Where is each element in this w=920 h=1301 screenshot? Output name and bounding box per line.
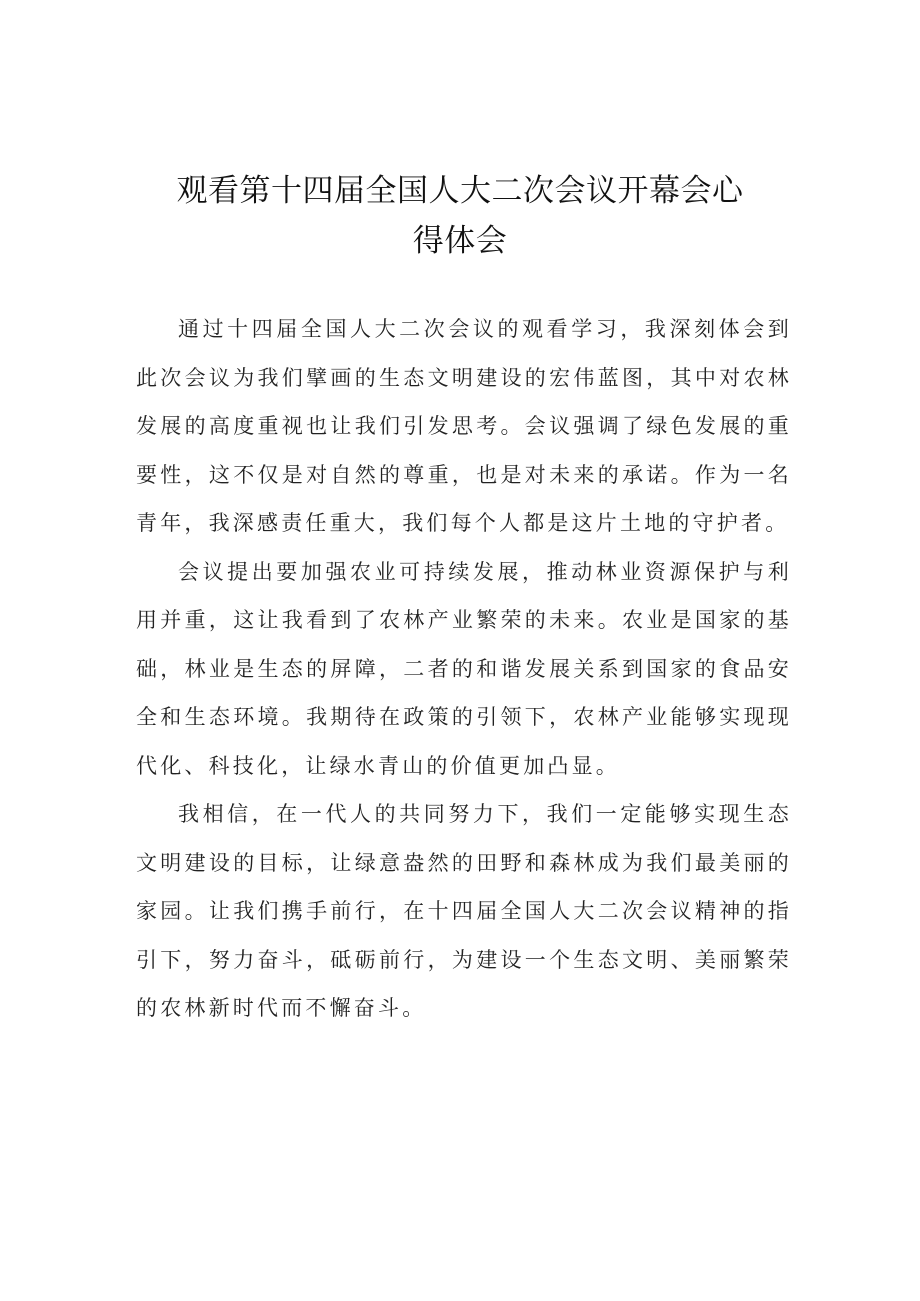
- title-line-1: 观看第十四届全国人大二次会议开幕会心: [176, 173, 744, 209]
- document-body: [136, 305, 792, 1033]
- paragraph-1: 通过十四届全国人大二次会议的观看学习，我深刻体会到此次会议为我们擘画的生态文明建设的宏伟蓝图，其中对农林发展的高度重视也让我们引发思考。会议强调了绿色发展的重要性，这不仅是对自然的尊重，也是对未来的承诺。作为一名青年，我深感责任重大，我们每个人都是这片土地的守护者。: [136, 317, 792, 535]
- document-title: [140, 166, 780, 266]
- paragraph-3: 我相信，在一代人的共同努力下，我们一定能够实现生态文明建设的目标，让绿意盎然的田野和森林成为我们最美丽的家园。让我们携手前行，在十四届全国人大二次会议精神的指引下，努力奋斗，砥砺前行，为建设一个生态文明、美丽繁荣的农林新时代而不懈奋斗。: [136, 802, 792, 1020]
- paragraph-2: 会议提出要加强农业可持续发展，推动林业资源保护与利用并重，这让我看到了农林产业繁荣的未来。农业是国家的基础，林业是生态的屏障，二者的和谐发展关系到国家的食品安全和生态环境。我期待在政策的引领下，农林产业能够实现现代化、科技化，让绿水青山的价值更加凸显。: [136, 559, 792, 778]
- title-line-2: 得体会: [412, 223, 508, 259]
